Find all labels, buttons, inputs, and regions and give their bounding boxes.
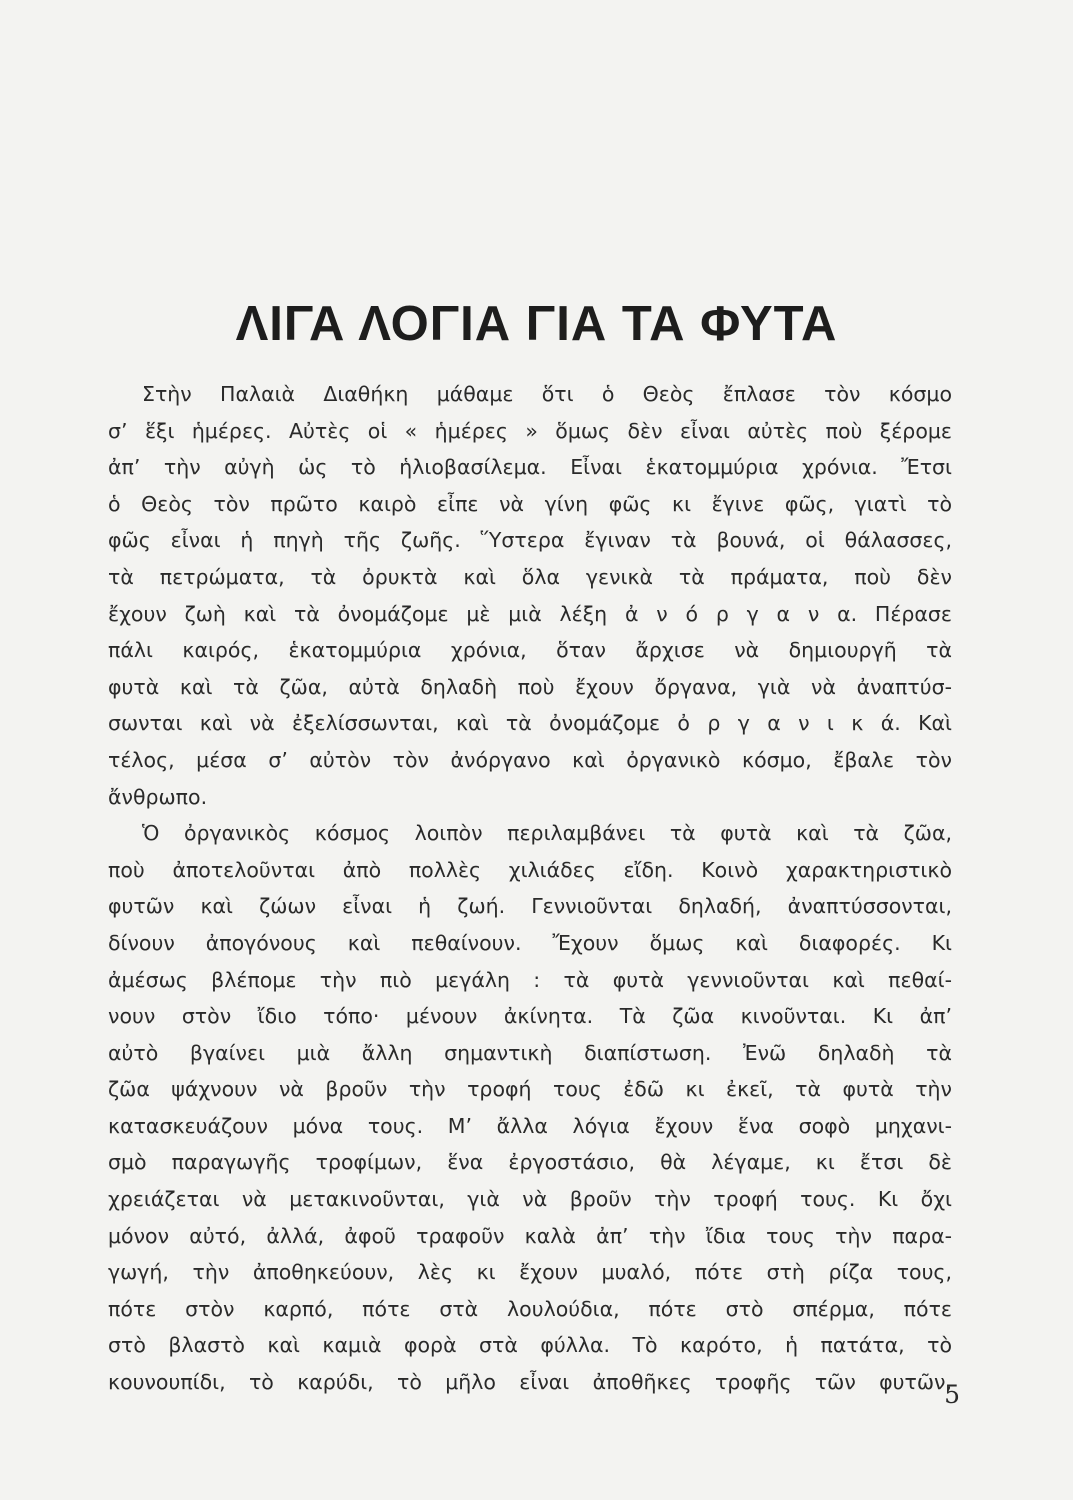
text-line: ἀπ’ τὴν αὐγὴ ὡς τὸ ἡλιοβασίλεμα. Εἶναι ἑκατομμύρια χρόνια. Ἔτσι: [108, 455, 952, 480]
text-line: νουν στὸν ἴδιο τόπο· μένουν ἀκίνητα. Τὰ ζῶα κινοῦνται. Κι ἀπ’: [108, 1004, 952, 1029]
text-line: Στὴν Παλαιὰ Διαθήκη μάθαμε ὅτι ὁ Θεὸς ἔπλασε τὸν κόσμο: [142, 382, 952, 406]
text-line: τέλος, μέσα σ’ αὐτὸν τὸν ἀνόργανο καὶ ὀργανικὸ κόσμο, ἔβαλε τὸν: [108, 747, 952, 772]
text-line: πάλι καιρός, ἑκατομμύρια χρόνια, ὅταν ἄρχισε νὰ δημιουργῆ τὰ: [108, 638, 952, 663]
text-line: κατασκευάζουν μόνα τους. Μ’ ἄλλα λόγια ἔχουν ἕνα σοφὸ μηχανι-: [108, 1113, 952, 1138]
text-line: μόνον αὐτό, ἀλλά, ἀφοῦ τραφοῦν καλὰ ἀπ’ τὴν ἴδια τους τὴν παρα-: [108, 1223, 952, 1248]
text-line: ὁ Θεὸς τὸν πρῶτο καιρὸ εἶπε νὰ γίνη φῶς κι ἔγινε φῶς, γιατὶ τὸ: [108, 491, 952, 516]
text-line: ζῶα ψάχνουν νὰ βροῦν τὴν τροφή τους ἐδῶ κι ἐκεῖ, τὰ φυτὰ τὴν: [108, 1077, 952, 1102]
body-text: [108, 376, 952, 1401]
text-line: ἔχουν ζωὴ καὶ τὰ ὀνομάζομε μὲ μιὰ λέξη ἀ ν ό ρ γ α ν α. Πέρασε: [108, 601, 952, 626]
text-line: σμὸ παραγωγῆς τροφίμων, ἕνα ἐργοστάσιο, θὰ λέγαμε, κι ἔτσι δὲ: [108, 1150, 952, 1175]
text-line: στὸ βλαστὸ καὶ καμιὰ φορὰ στὰ φύλλα. Τὸ καρότο, ἡ πατάτα, τὸ: [108, 1333, 952, 1358]
text-line: χρειάζεται νὰ μετακινοῦνται, γιὰ νὰ βροῦν τὴν τροφή τους. Κι ὄχι: [108, 1187, 952, 1212]
text-line: κουνουπίδι, τὸ καρύδι, τὸ μῆλο εἶναι ἀποθῆκες τροφῆς τῶν φυτῶν,: [108, 1370, 952, 1395]
page-number: 5: [944, 1380, 960, 1409]
text-line: πότε στὸν καρπό, πότε στὰ λουλούδια, πότε στὸ σπέρμα, πότε: [108, 1296, 952, 1321]
text-line: Ὁ ὀργανικὸς κόσμος λοιπὸν περιλαμβάνει τὰ φυτὰ καὶ τὰ ζῶα,: [142, 821, 952, 846]
text-line: ποὺ ἀποτελοῦνται ἀπὸ πολλὲς χιλιάδες εἴδη. Κοινὸ χαρακτηριστικὸ: [108, 857, 952, 882]
text-line: σ’ ἕξι ἡμέρες. Αὐτὲς οἱ « ἡμέρες » ὅμως δὲν εἶναι αὐτὲς ποὺ ξέρομε: [108, 418, 952, 443]
text-line: ἀμέσως βλέπομε τὴν πιὸ μεγάλη : τὰ φυτὰ γεννιοῦνται καὶ πεθαί-: [108, 967, 952, 992]
text-line: φυτὰ καὶ τὰ ζῶα, αὐτὰ δηλαδὴ ποὺ ἔχουν ὄργανα, γιὰ νὰ ἀναπτύσ-: [108, 674, 952, 699]
text-line: αὐτὸ βγαίνει μιὰ ἄλλη σημαντικὴ διαπίστωση. Ἐνῶ δηλαδὴ τὰ: [108, 1040, 952, 1065]
text-line: δίνουν ἀπογόνους καὶ πεθαίνουν. Ἔχουν ὅμως καὶ διαφορές. Κι: [108, 930, 952, 955]
chapter-title: ΛΙΓΑ ΛΟΓΙΑ ΓΙΑ ΤΑ ΦΥΤΑ: [235, 297, 838, 351]
text-line: τὰ πετρώματα, τὰ ὀρυκτὰ καὶ ὅλα γενικὰ τὰ πράματα, ποὺ δὲν: [108, 564, 952, 589]
text-line: φυτῶν καὶ ζώων εἶναι ἡ ζωή. Γεννιοῦνται δηλαδή, ἀναπτύσσονται,: [108, 894, 952, 919]
text-line: φῶς εἶναι ἡ πηγὴ τῆς ζωῆς. Ὕστερα ἔγιναν τὰ βουνά, οἱ θάλασσες,: [108, 528, 952, 553]
text-line: ἄνθρωπο.: [108, 784, 208, 809]
text-line: σωνται καὶ νὰ ἐξελίσσωνται, καὶ τὰ ὀνομάζομε ὀ ρ γ α ν ι κ ά. Καὶ: [108, 711, 952, 736]
text-line: γωγή, τὴν ἀποθηκεύουν, λὲς κι ἔχουν μυαλό, πότε στὴ ρίζα τους,: [108, 1260, 952, 1285]
